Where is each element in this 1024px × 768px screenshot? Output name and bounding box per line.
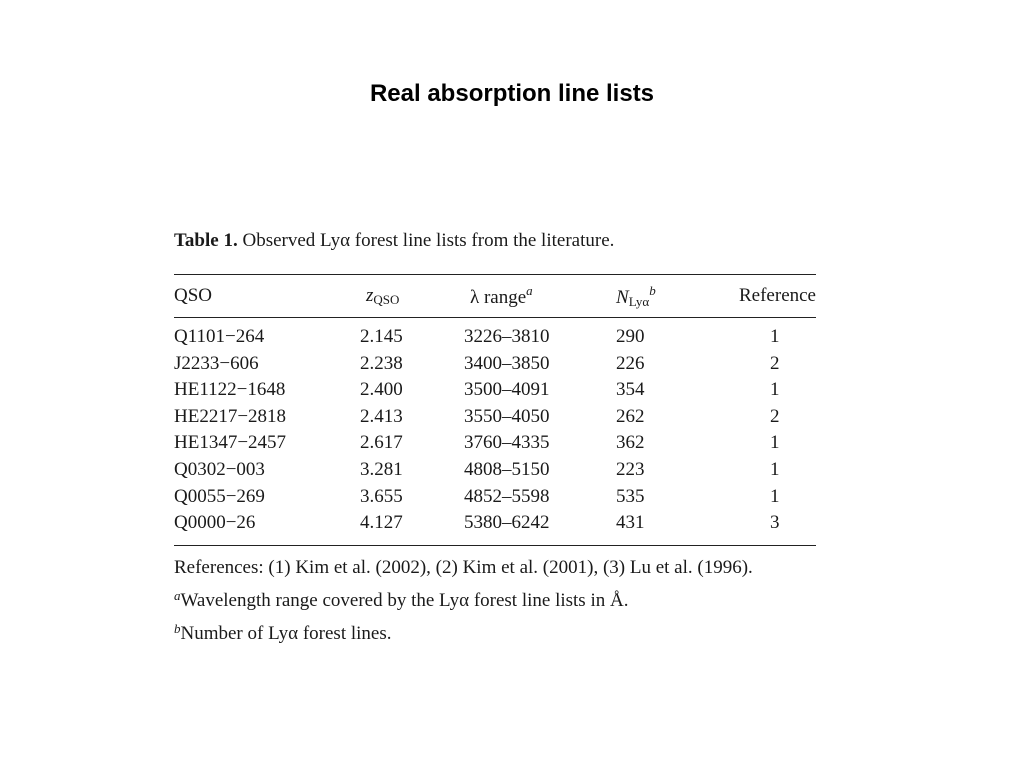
cell-qso: HE1347−2457	[174, 432, 287, 454]
cell-qso: HE1122−1648	[174, 379, 286, 401]
table-row	[174, 324, 816, 351]
cell-range: 4852–5598	[464, 485, 550, 507]
footnote-b-mark: b	[174, 620, 181, 636]
cell-qso: J2233−606	[174, 352, 259, 374]
cell-range: 3500–4091	[464, 379, 550, 401]
table-caption	[174, 228, 816, 254]
footnote-a-mark: a	[174, 587, 181, 603]
footnote-a-text: Wavelength range covered by the Lyα forest line lists in Å.	[180, 589, 629, 611]
cell-ref: 1	[770, 432, 780, 454]
table-row	[174, 510, 816, 537]
table-caption-text: Observed Lyα forest line lists from the literature.	[242, 230, 615, 251]
table-figure	[174, 228, 816, 648]
table-header-row	[174, 275, 816, 317]
cell-range: 3226–3810	[464, 326, 550, 347]
cell-range: 3400–3850	[464, 352, 550, 374]
cell-qso: Q0302−003	[174, 458, 265, 480]
cell-ref: 1	[770, 326, 780, 347]
header-n-lya	[596, 283, 708, 310]
cell-n: 290	[616, 326, 645, 347]
cell-ref: 1	[770, 379, 780, 401]
cell-range: 3550–4050	[464, 405, 550, 427]
cell-qso: Q0055−269	[174, 485, 265, 507]
cell-ref: 1	[770, 458, 780, 480]
cell-range: 3760–4335	[464, 432, 550, 454]
header-n-subscript: Lyα	[628, 293, 650, 309]
cell-n: 354	[616, 379, 645, 401]
header-z-qso	[360, 285, 464, 308]
footnote-a	[174, 582, 816, 615]
header-lambda-range	[464, 283, 596, 309]
cell-z: 2.400	[360, 379, 403, 401]
table-notes	[174, 554, 816, 648]
table-caption-label: Table 1.	[174, 230, 238, 251]
header-reference: Reference	[739, 285, 816, 306]
cell-z: 2.413	[360, 405, 403, 427]
header-qso: QSO	[174, 285, 213, 306]
table-row	[174, 404, 816, 431]
footnote-b-text: Number of Lyα forest lines.	[180, 622, 392, 644]
header-lambda-symbol: λ	[470, 287, 480, 308]
table-row	[174, 484, 816, 511]
cell-n: 362	[616, 432, 645, 454]
cell-z: 3.655	[360, 485, 403, 507]
header-n-footnote-mark: b	[649, 282, 656, 298]
cell-z: 2.617	[360, 432, 403, 454]
header-n-symbol: N	[616, 286, 629, 308]
table-bottom-rule	[174, 545, 816, 546]
cell-qso: HE2217−2818	[174, 405, 287, 427]
cell-qso: Q0000−26	[174, 512, 256, 534]
cell-ref: 2	[770, 405, 780, 427]
table-row	[174, 430, 816, 457]
table-body	[174, 318, 816, 545]
header-z-symbol: z	[366, 284, 374, 306]
cell-n: 262	[616, 405, 645, 427]
header-lambda-footnote-mark: a	[526, 283, 533, 298]
cell-z: 2.238	[360, 352, 403, 374]
cell-n: 226	[616, 352, 645, 374]
cell-n: 535	[616, 485, 645, 507]
table-row	[174, 457, 816, 484]
slide-title: Real absorption line lists	[369, 80, 655, 107]
cell-n: 223	[616, 458, 645, 480]
cell-z: 3.281	[360, 458, 403, 480]
cell-z: 2.145	[360, 326, 403, 347]
header-lambda-text: range	[479, 287, 527, 308]
cell-qso: Q1101−264	[174, 326, 265, 347]
cell-range: 5380–6242	[464, 512, 550, 534]
footnote-b	[174, 615, 816, 648]
cell-ref: 1	[770, 485, 780, 507]
cell-ref: 3	[770, 512, 780, 534]
cell-ref: 2	[770, 352, 780, 374]
cell-n: 431	[616, 512, 645, 534]
table-row	[174, 351, 816, 378]
table-row	[174, 377, 816, 404]
header-z-subscript: QSO	[373, 291, 400, 307]
references-note: References: (1) Kim et al. (2002), (2) Kim et al. (2001), (3) Lu et al. (1996).	[174, 556, 753, 578]
cell-range: 4808–5150	[464, 458, 550, 480]
cell-z: 4.127	[360, 512, 403, 534]
